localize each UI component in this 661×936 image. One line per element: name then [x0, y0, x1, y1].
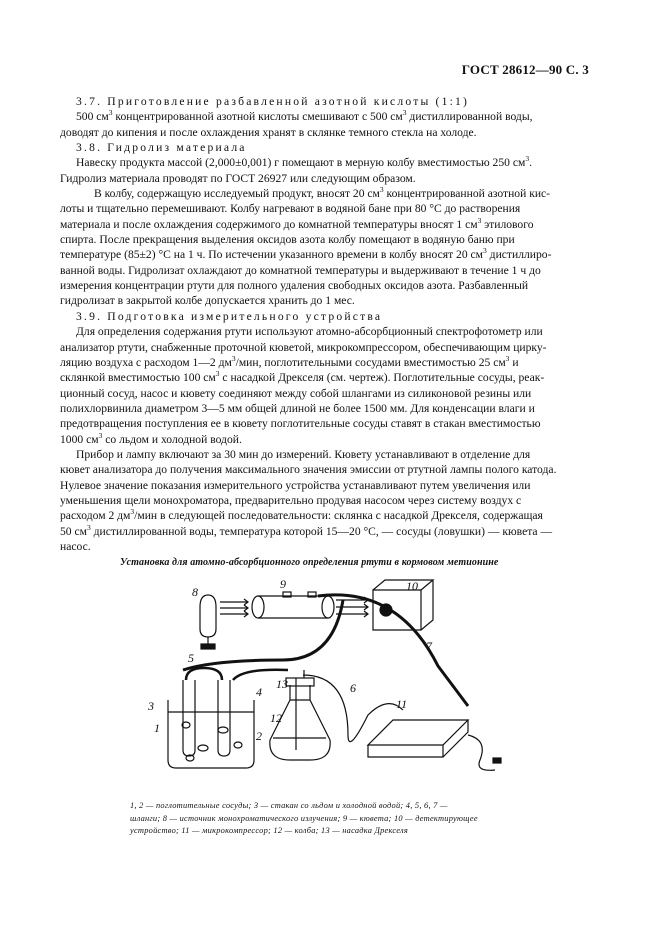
label-3: 3: [148, 699, 154, 713]
caption-line: 1, 2 — поглотительные сосуды; 3 — стакан со льдом и холодной водой; 4, 5, 6, 7 —: [130, 801, 448, 810]
caption-line: шланги; 8 — источник монохроматического излучения; 9 — кювета; 10 — детектирующее: [130, 813, 478, 823]
section-3-8-heading: 3.8. Гидролиз материала: [76, 141, 247, 155]
paragraph: доводят до кипения и после охлаждения хранят в склянке темного стекла на холоде.: [60, 125, 477, 139]
paragraph: полихлорвинила диаметром 3—5 мм общей длиной не более 1500 мм. Для конденсации влаги и: [60, 401, 535, 415]
paragraph: Прибор и лампу включают за 30 мин до измерений. Кювету устанавливают в отделение для: [76, 447, 531, 461]
figure-caption: [130, 800, 518, 838]
paragraph: гидролизат в закрытой колбе допускается хранить до 1 мес.: [60, 294, 355, 308]
label-5: 5: [188, 651, 194, 665]
label-6: 6: [350, 681, 356, 695]
apparatus-diagram: [128, 570, 528, 795]
paragraph: насос.: [60, 539, 91, 553]
paragraph: склянкой вместимостью 100 $см^3$ с насадкой Дрекселя (см. чертеж). Поглотительные сосуды, реак-: [60, 369, 545, 385]
paragraph: ванной воды. Гидролизат охлаждают до комнатной температуры и выдерживают в течение 1 ч до: [60, 263, 541, 277]
paragraph: Нулевое значение показания измерительного устройства устанавливают путем увеличения или: [60, 478, 531, 492]
light-rays: [220, 597, 368, 617]
caption-line: устройство; 11 — микрокомпрессор; 12 — колба; 13 — насадка Дрекселя: [130, 826, 409, 835]
paragraph: 500 $см^3$ концентрированной азотной кислоты смешивают с 500 $см^3$ дистиллированной воды,: [76, 108, 533, 124]
paragraph: Гидролиз материала проводят по ГОСТ 26927 или следующим образом.: [60, 171, 416, 185]
paragraph: температуре (85±2) °С на 1 ч. По истечении указанного времени в колбу вносят 20 $см^3$ дистиллиро-: [60, 246, 552, 262]
section-3-9-heading: 3.9. Подготовка измерительного устройства: [76, 309, 383, 323]
label-12: 12: [270, 711, 282, 725]
section-3-7-heading: 3.7. Приготовление разбавленной азотной кислоты (1:1): [76, 95, 470, 108]
figure-title: Установка для атомно-абсорбционного определения ртути в кормовом метионине: [120, 557, 499, 568]
label-2: 2: [256, 729, 262, 743]
paragraph: ционный сосуд, насос и кювету соединяют между собой шлангами из силиконовой резины или: [60, 386, 532, 400]
paragraph: ляцию воздуха с расходом 1—2 $дм^3$/мин, поглотительными сосудами вместимостью 25 $см^3$ и: [60, 353, 519, 369]
paragraph: материала и после охлаждения содержимого до комнатной температуры вносят 1 $см^3$ этилового: [60, 215, 534, 231]
label-13: 13: [276, 677, 288, 691]
label-1: 1: [154, 721, 160, 735]
label-8: 8: [192, 585, 198, 599]
paragraph: расходом 2 $дм^3$/мин в следующей последовательности: склянка с насадкой Дрекселя, содержащая: [60, 507, 543, 523]
paragraph: 50 $см^3$ дистиллированной воды, температура которой 15—20 °С, — сосуды (ловушки) — кювета —: [60, 522, 553, 538]
compressor-illustration: [368, 720, 501, 770]
lamp-illustration: [200, 595, 216, 649]
page-header: ГОСТ 28612—90 С. 3: [461, 62, 589, 77]
label-11: 11: [396, 697, 408, 711]
paragraph: Для определения содержания ртути используют атомно-абсорбционный спектрофотометр или: [76, 325, 543, 339]
label-4: 4: [256, 685, 262, 699]
paragraph: измерения концентрации ртути для полного удаления свободных оксидов азота. Разбавленный: [60, 279, 529, 293]
paragraph: 1000 $см^3$ со льдом и холодной водой.: [60, 430, 242, 446]
label-7: 7: [426, 639, 432, 653]
body-text: [60, 94, 582, 554]
paragraph: лоты и тщательно перемешивают. Колбу нагревают в водяной бане при 80 °С до растворения: [60, 202, 521, 216]
ice-beaker-illustration: [168, 700, 254, 768]
paragraph: уменьшения щели монохроматора, предварительно продувая насосом через систему воздух с: [60, 493, 522, 507]
label-10: 10: [406, 579, 418, 593]
paragraph: анализатор ртути, снабженные проточной кюветой, микрокомпрессором, обеспечивающим цирку-: [60, 340, 547, 354]
paragraph: кювет анализатора до получения максимального значения эмиссии от ртутной лампы полого катода.: [60, 463, 557, 477]
paragraph: спирта. После прекращения выделения оксидов азота колбу помещают в водяную баню при: [60, 233, 515, 247]
paragraph: предотвращения поступления ее в кювету поглотительные сосуды ставят в стакан вместимостью: [60, 417, 541, 431]
hose-5: [183, 600, 343, 670]
paragraph: Навеску продукта массой (2,000±0,001) г помещают в мерную колбу вместимостью 250 $см^3$.: [76, 154, 532, 170]
label-9: 9: [280, 577, 286, 591]
paragraph: В колбу, содержащую исследуемый продукт, вносят 20 $см^3$ концентрированной азотной кис-: [94, 185, 551, 201]
